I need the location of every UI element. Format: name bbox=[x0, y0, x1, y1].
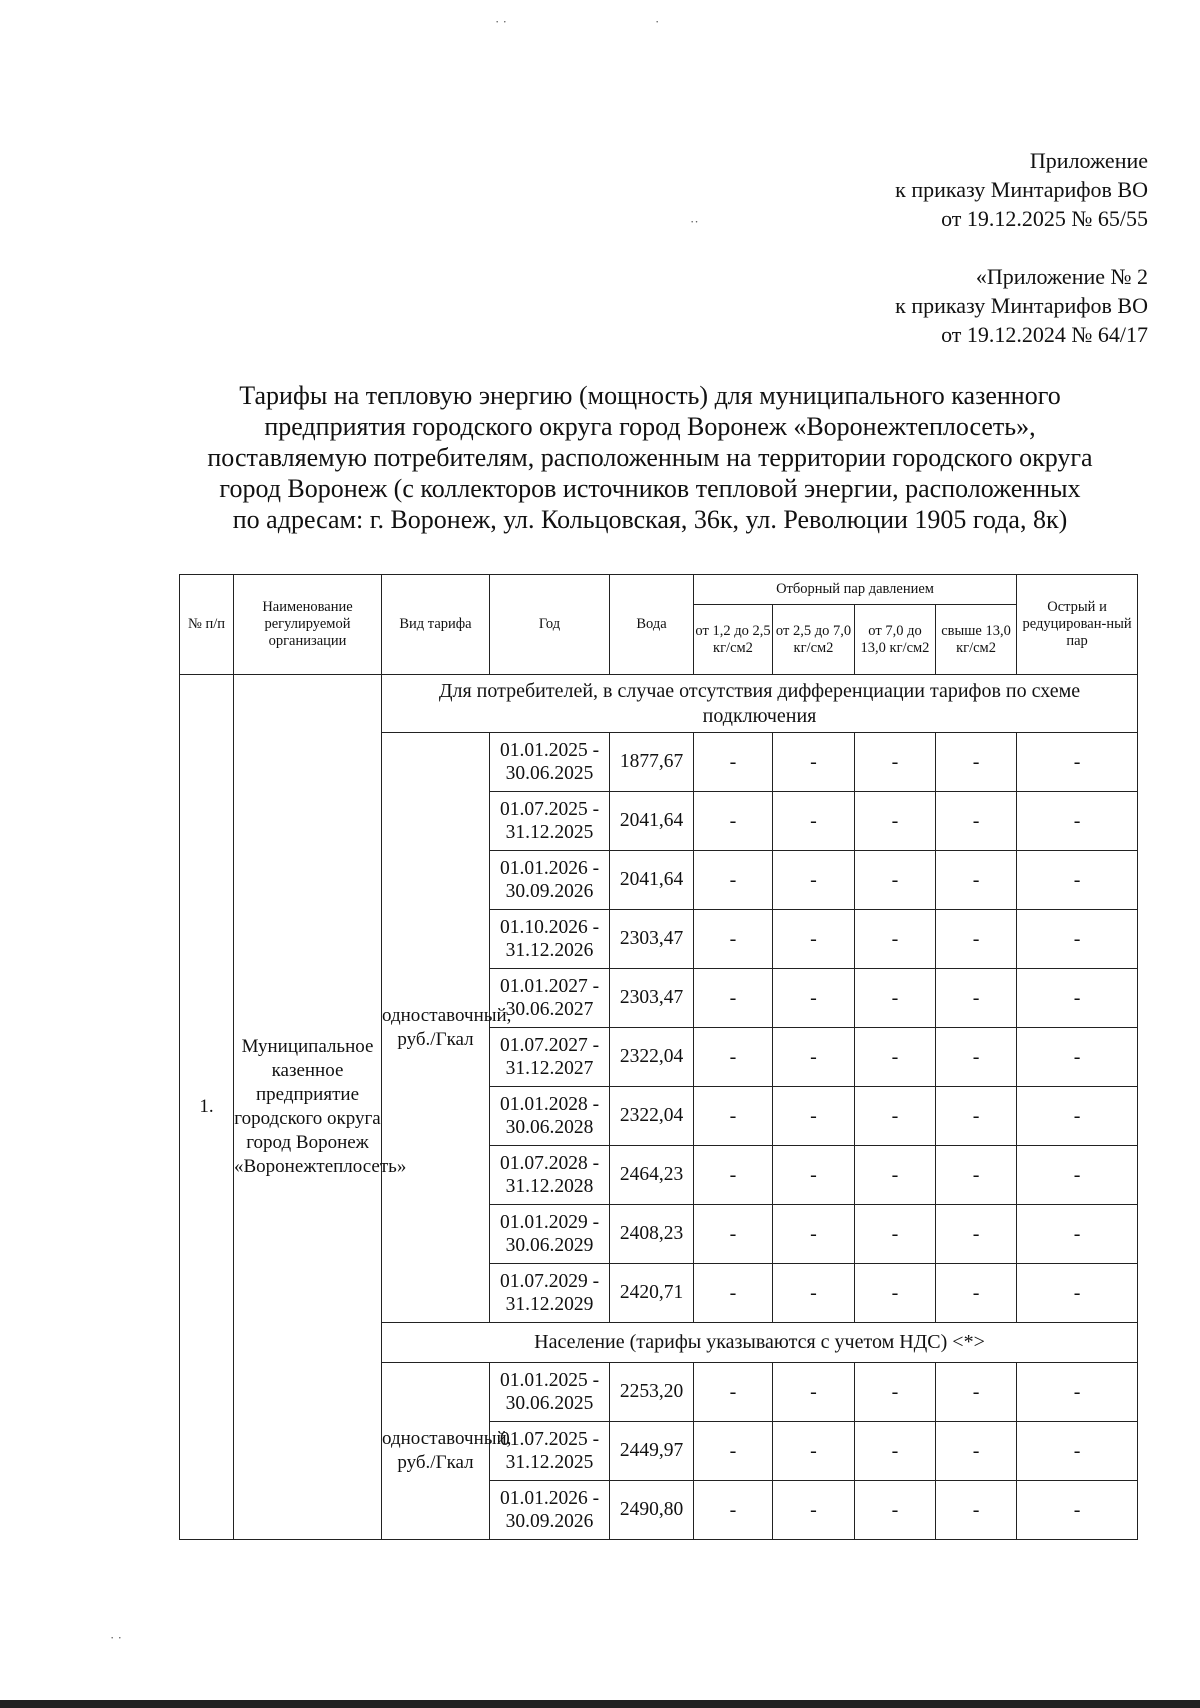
header-num: № п/п bbox=[180, 575, 234, 675]
dash-cell: - bbox=[773, 733, 855, 792]
dash-cell: - bbox=[1017, 1481, 1138, 1540]
dash-cell: - bbox=[694, 1363, 773, 1422]
dash-cell: - bbox=[773, 969, 855, 1028]
dash-cell: - bbox=[936, 1028, 1017, 1087]
water-value: 2490,80 bbox=[610, 1481, 694, 1540]
water-value: 2303,47 bbox=[610, 969, 694, 1028]
section-label: Население (тарифы указываются с учетом НДС) <*> bbox=[382, 1323, 1138, 1363]
dash-cell: - bbox=[773, 1205, 855, 1264]
period-cell: 01.10.2026 - 31.12.2026 bbox=[490, 910, 610, 969]
appendix-line: Приложение bbox=[1029, 148, 1148, 173]
header-pressure-2: от 2,5 до 7,0 кг/см2 bbox=[773, 605, 855, 675]
period-cell: 01.01.2025 - 30.06.2025 bbox=[490, 1363, 610, 1422]
water-value: 2303,47 bbox=[610, 910, 694, 969]
dash-cell: - bbox=[773, 851, 855, 910]
header-steam-group: Отборный пар давлением bbox=[694, 575, 1017, 605]
dash-cell: - bbox=[694, 1146, 773, 1205]
period-cell: 01.07.2028 - 31.12.2028 bbox=[490, 1146, 610, 1205]
title-line: город Воронеж (с коллекторов источников тепловой энергии, расположенных bbox=[219, 474, 1081, 503]
water-value: 2322,04 bbox=[610, 1028, 694, 1087]
water-value: 2420,71 bbox=[610, 1264, 694, 1323]
dash-cell: - bbox=[855, 1363, 936, 1422]
dash-cell: - bbox=[936, 910, 1017, 969]
dash-cell: - bbox=[1017, 1264, 1138, 1323]
row-number: 1. bbox=[180, 675, 234, 1540]
dash-cell: - bbox=[694, 851, 773, 910]
dash-cell: - bbox=[1017, 910, 1138, 969]
dash-cell: - bbox=[855, 1264, 936, 1323]
title-line: Тарифы на тепловую энергию (мощность) для муниципального казенного bbox=[239, 381, 1061, 410]
dash-cell: - bbox=[694, 1028, 773, 1087]
scan-speck: · · bbox=[110, 1630, 122, 1645]
dash-cell: - bbox=[855, 969, 936, 1028]
header-pressure-3: от 7,0 до 13,0 кг/см2 bbox=[855, 605, 936, 675]
dash-cell: - bbox=[855, 1146, 936, 1205]
water-value: 2041,64 bbox=[610, 792, 694, 851]
dash-cell: - bbox=[773, 1363, 855, 1422]
dash-cell: - bbox=[936, 851, 1017, 910]
appendix-line: от 19.12.2025 № 65/55 bbox=[941, 206, 1148, 231]
dash-cell: - bbox=[1017, 1028, 1138, 1087]
scan-speck: ·· bbox=[690, 214, 699, 229]
header-org: Наименование регулируемой организации bbox=[234, 575, 382, 675]
dash-cell: - bbox=[694, 1087, 773, 1146]
section-label: Для потребителей, в случае отсутствия дифференциации тарифов по схеме подключения bbox=[382, 675, 1138, 733]
dash-cell: - bbox=[936, 733, 1017, 792]
dash-cell: - bbox=[694, 1205, 773, 1264]
dash-cell: - bbox=[773, 1481, 855, 1540]
dash-cell: - bbox=[1017, 1363, 1138, 1422]
period-cell: 01.07.2029 - 31.12.2029 bbox=[490, 1264, 610, 1323]
dash-cell: - bbox=[773, 910, 855, 969]
period-cell: 01.07.2027 - 31.12.2027 bbox=[490, 1028, 610, 1087]
water-value: 1877,67 bbox=[610, 733, 694, 792]
dash-cell: - bbox=[855, 1422, 936, 1481]
dash-cell: - bbox=[694, 969, 773, 1028]
period-cell: 01.01.2028 - 30.06.2028 bbox=[490, 1087, 610, 1146]
dash-cell: - bbox=[773, 1264, 855, 1323]
dash-cell: - bbox=[773, 792, 855, 851]
appendix2-line: от 19.12.2024 № 64/17 bbox=[941, 322, 1148, 347]
dash-cell: - bbox=[694, 792, 773, 851]
dash-cell: - bbox=[855, 733, 936, 792]
dash-cell: - bbox=[1017, 1146, 1138, 1205]
header-water: Вода bbox=[610, 575, 694, 675]
tariff-table bbox=[179, 574, 1138, 1540]
dash-cell: - bbox=[936, 1422, 1017, 1481]
period-cell: 01.07.2025 - 31.12.2025 bbox=[490, 792, 610, 851]
header-pressure-4: свыше 13,0 кг/см2 bbox=[936, 605, 1017, 675]
water-value: 2253,20 bbox=[610, 1363, 694, 1422]
scan-speck: · bbox=[655, 14, 660, 29]
appendix-line: к приказу Минтарифов ВО bbox=[895, 177, 1148, 202]
dash-cell: - bbox=[694, 1264, 773, 1323]
header-sharp-steam: Острый и редуцирован-ный пар bbox=[1017, 575, 1138, 675]
dash-cell: - bbox=[773, 1422, 855, 1481]
dash-cell: - bbox=[936, 1146, 1017, 1205]
header-kind: Вид тарифа bbox=[382, 575, 490, 675]
dash-cell: - bbox=[855, 1087, 936, 1146]
title-line: предприятия городского округа город Воронеж «Воронежтеплосеть», bbox=[264, 412, 1036, 441]
org-name: Муниципальное казенное предприятие городского округа город Воронеж «Воронежтеплосеть» bbox=[234, 675, 382, 1540]
dash-cell: - bbox=[694, 1481, 773, 1540]
appendix2-line: «Приложение № 2 bbox=[975, 264, 1148, 289]
dash-cell: - bbox=[936, 1481, 1017, 1540]
dash-cell: - bbox=[936, 1264, 1017, 1323]
water-value: 2449,97 bbox=[610, 1422, 694, 1481]
dash-cell: - bbox=[855, 1481, 936, 1540]
dash-cell: - bbox=[1017, 792, 1138, 851]
dash-cell: - bbox=[936, 1363, 1017, 1422]
dash-cell: - bbox=[773, 1087, 855, 1146]
dash-cell: - bbox=[773, 1028, 855, 1087]
dash-cell: - bbox=[855, 851, 936, 910]
dash-cell: - bbox=[855, 1205, 936, 1264]
period-cell: 01.01.2026 - 30.09.2026 bbox=[490, 851, 610, 910]
period-cell: 01.01.2027 - 30.06.2027 bbox=[490, 969, 610, 1028]
dash-cell: - bbox=[694, 1422, 773, 1481]
dash-cell: - bbox=[694, 910, 773, 969]
appendix2-line: к приказу Минтарифов ВО bbox=[895, 293, 1148, 318]
tariff-kind: одноставочный, руб./Гкал bbox=[382, 733, 490, 1323]
appendix2-header bbox=[895, 262, 1148, 349]
dash-cell: - bbox=[936, 1205, 1017, 1264]
dash-cell: - bbox=[855, 910, 936, 969]
period-cell: 01.07.2025 - 31.12.2025 bbox=[490, 1422, 610, 1481]
dash-cell: - bbox=[936, 1087, 1017, 1146]
water-value: 2464,23 bbox=[610, 1146, 694, 1205]
dash-cell: - bbox=[855, 1028, 936, 1087]
tariff-kind: одноставочный, руб./Гкал bbox=[382, 1363, 490, 1540]
page-bottom-edge bbox=[0, 1700, 1200, 1708]
appendix-header bbox=[895, 146, 1148, 233]
period-cell: 01.01.2026 - 30.09.2026 bbox=[490, 1481, 610, 1540]
dash-cell: - bbox=[1017, 851, 1138, 910]
dash-cell: - bbox=[855, 792, 936, 851]
scan-speck: · · bbox=[495, 14, 507, 29]
water-value: 2322,04 bbox=[610, 1087, 694, 1146]
dash-cell: - bbox=[1017, 733, 1138, 792]
dash-cell: - bbox=[773, 1146, 855, 1205]
period-cell: 01.01.2029 - 30.06.2029 bbox=[490, 1205, 610, 1264]
dash-cell: - bbox=[1017, 969, 1138, 1028]
dash-cell: - bbox=[936, 969, 1017, 1028]
dash-cell: - bbox=[1017, 1205, 1138, 1264]
period-cell: 01.01.2025 - 30.06.2025 bbox=[490, 733, 610, 792]
title-line: поставляемую потребителям, расположенным на территории городского округа bbox=[207, 443, 1093, 472]
header-pressure-1: от 1,2 до 2,5 кг/см2 bbox=[694, 605, 773, 675]
title-line: по адресам: г. Воронеж, ул. Кольцовская, 36к, ул. Революции 1905 года, 8к) bbox=[232, 505, 1068, 534]
dash-cell: - bbox=[694, 733, 773, 792]
water-value: 2041,64 bbox=[610, 851, 694, 910]
header-year: Год bbox=[490, 575, 610, 675]
dash-cell: - bbox=[1017, 1422, 1138, 1481]
dash-cell: - bbox=[936, 792, 1017, 851]
dash-cell: - bbox=[1017, 1087, 1138, 1146]
water-value: 2408,23 bbox=[610, 1205, 694, 1264]
document-title bbox=[150, 380, 1150, 535]
